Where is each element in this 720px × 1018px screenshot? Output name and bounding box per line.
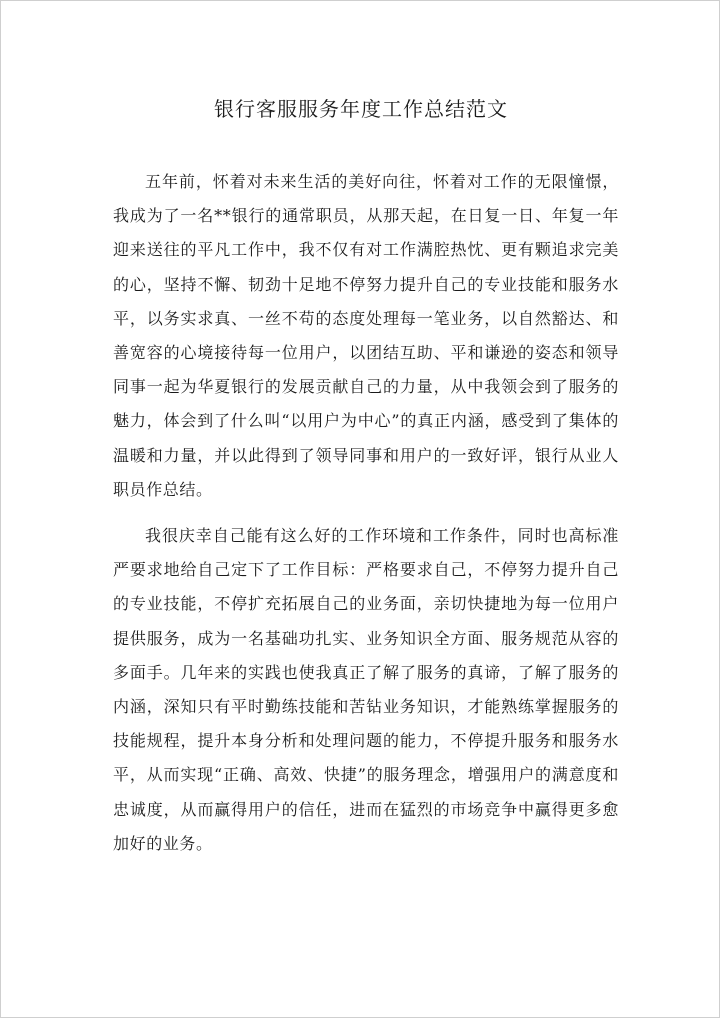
paragraph-2: 我很庆幸自己能有这么好的工作环境和工作条件，同时也高标准严要求地给自己定下了工作目标：严格要求自己，不停努力提升自己的专业技能，不停扩充拓展自己的业务面，亲切快捷地为每一位用户提供服务，成为一名基础功扎实、业务知识全方面、服务规范从容的多面手。几年来的实践也使我真正了解了服务的真谛，了解了服务的内涵，深知只有平时勤练技能和苦钻业务知识，才能熟练掌握服务的技能规程，提升本身分析和处理问题的能力，不停提升服务和服务水平，从而实现“正确、高效、快捷”的服务理念，增强用户的满意度和忠诚度，从而赢得用户的信任，进而在猛烈的市场竞争中赢得更多愈加好的业务。 xyxy=(113,526,619,853)
document-body xyxy=(113,165,619,861)
paragraph-1: 五年前，怀着对未来生活的美好向往，怀着对工作的无限憧憬，我成为了一名**银行的通常职员，从那天起，在日复一日、年复一年迎来送往的平凡工作中，我不仅有对工作满腔热忱、更有颗追求完美的心，坚持不懈、韧劲十足地不停努力提升自己的专业技能和服务水平，以务实求真、一丝不苟的态度处理每一笔业务，以自然豁达、和善宽容的心境接待每一位用户，以团结互助、平和谦逊的姿态和领导同事一起为华夏银行的发展贡献自己的力量，从中我领会到了服务的魅力，体会到了什么叫“以用户为中心”的真正内涵，感受到了集体的温暖和力量，并以此得到了领导同事和用户的一致好评，银行从业人职员作总结。 xyxy=(113,172,619,499)
document-title: 银行客服服务年度工作总结范文 xyxy=(214,97,508,121)
